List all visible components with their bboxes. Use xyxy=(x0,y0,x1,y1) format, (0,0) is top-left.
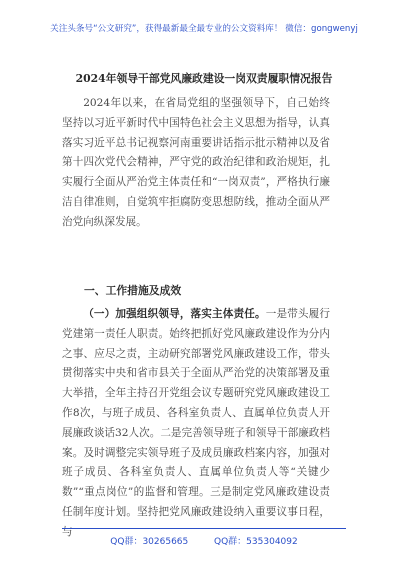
subsection-heading: （一）加强组织领导，落实主体责任。 xyxy=(83,308,266,320)
footer-qq-group-1: QQ群：30265665 xyxy=(110,537,189,547)
intro-paragraph: 2024年以来，在省局党组的坚强领导下，自己始终坚持以习近平新时代中国特色社会主义思想为指导，认真落实习近平总书记视察河南重要讲话指示批示精神以及省第十四次党代会精神，严守党的政治纪律和政治规矩，扎实履行全面从严治党主体责任和“一岗双责”，严格执行廉洁自律准则，自觉筑牢拒腐防变思想防线，推动全面从严治党向纵深发展。 xyxy=(62,97,330,228)
footer-divider xyxy=(62,528,346,529)
footer-qq-group-2: QQ群：535304092 xyxy=(214,537,298,547)
section-heading: 一、工作措施及成效 xyxy=(84,284,182,297)
footer xyxy=(0,534,408,547)
section-paragraph xyxy=(62,305,330,543)
document-title: 2024年领导干部党风廉政建设一岗双责履职情况报告 xyxy=(75,72,333,85)
subsection-text: 一是带头履行党建第一责任人职责。始终把抓好党风廉政建设作为分内之事、应尽之责，主动研究部署党风廉政建设工作，带头贯彻落实中央和省市县关于全面从严治党的决策部署及重大举措，全年主持召开党组会议专题研究党风廉政建设工作8次，与班子成员、各科室负责人、直属单位负责人开展廉政谈话32人次。二是完善领导班子和领导干部廉政档案。及时调整完实领导班子及成员廉政档案内容，加强对班子成员、各科室负责人、直属单位负责人等“关键少数”“重点岗位”的监督和管理。三是制定党风廉政建设责任制年度计划。坚持把党风廉政建设纳入重要议事日程，与 xyxy=(62,308,330,538)
header-notice: 关注头条号“公文研究”，获得最新最全最专业的公文资料库！ 微信：gongwenyj xyxy=(50,24,358,34)
